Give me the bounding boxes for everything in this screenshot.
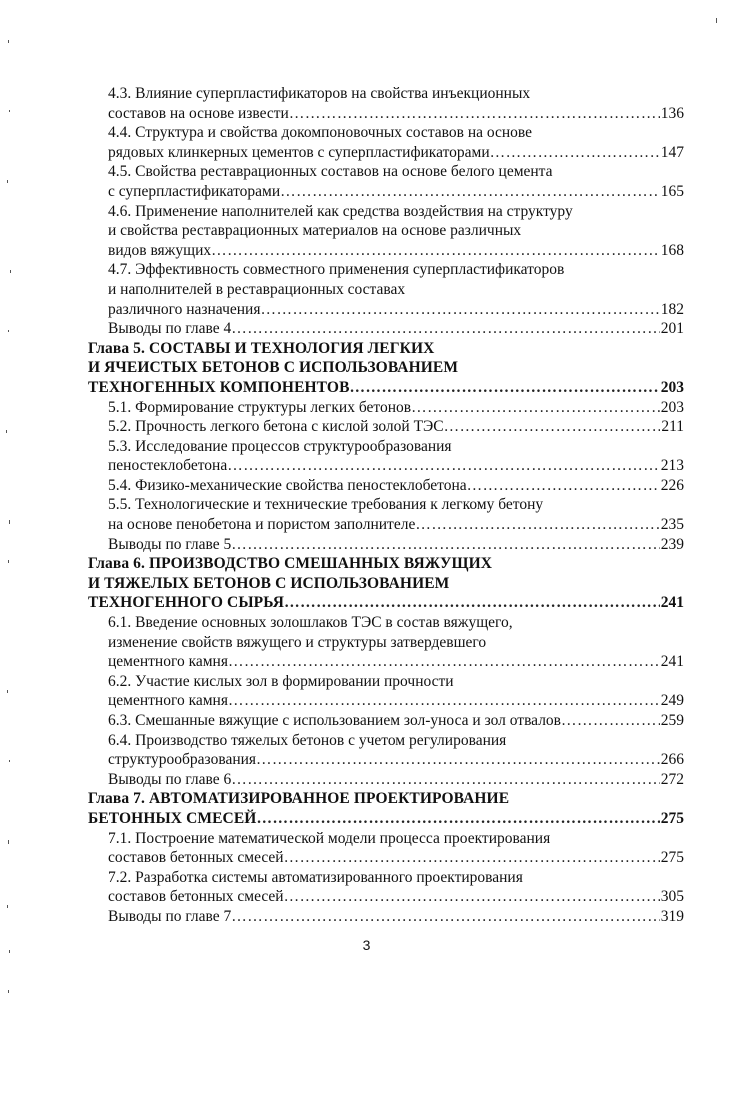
toc-page-number: 275 xyxy=(660,849,684,867)
toc-page-number: 305 xyxy=(660,888,684,906)
toc-page-number: 203 xyxy=(660,378,684,396)
dot-leader xyxy=(256,809,659,829)
toc-page-number: 266 xyxy=(660,751,684,769)
dot-leader xyxy=(284,887,660,907)
toc-entry xyxy=(88,613,684,672)
dot-leader xyxy=(227,456,660,476)
toc-page-number: 272 xyxy=(660,770,684,788)
toc-page-number: 239 xyxy=(660,535,684,553)
toc-entry xyxy=(88,711,684,731)
toc-line xyxy=(88,535,684,555)
dot-leader xyxy=(284,593,660,613)
toc-line xyxy=(88,789,684,809)
toc-page-number: 241 xyxy=(660,594,684,612)
toc-line xyxy=(88,495,684,515)
toc-line xyxy=(88,750,684,770)
toc-page-number: 182 xyxy=(660,300,684,318)
toc-line xyxy=(88,809,684,829)
toc-line-text: 4.3. Влияние суперпластификаторов на свойства инъекционных xyxy=(108,85,531,102)
dot-leader xyxy=(289,104,660,124)
toc-line-text: пеностеклобетона xyxy=(108,457,228,475)
toc-entry xyxy=(88,907,684,927)
toc-line xyxy=(88,319,684,339)
toc-line xyxy=(88,260,684,280)
toc-line-text: 5.1. Формирование структуры легких бетонов xyxy=(108,398,412,416)
toc-line-text: 7.1. Построение математической модели процесса проектирования xyxy=(108,829,551,847)
toc-line-text: цементного камня xyxy=(108,653,228,671)
toc-line-text: видов вяжущих xyxy=(108,241,212,259)
toc-entry xyxy=(88,535,684,555)
toc-page-number: 249 xyxy=(660,692,684,710)
toc-chapter xyxy=(88,789,684,828)
toc-entry xyxy=(88,476,684,496)
dot-leader xyxy=(260,300,659,320)
dot-leader xyxy=(415,515,659,535)
toc-entry xyxy=(88,437,684,476)
toc-line xyxy=(88,162,684,182)
toc-line-text: Глава 7. АВТОМАТИЗИРОВАННОЕ ПРОЕКТИРОВАНИЕ xyxy=(88,790,510,808)
toc-line-text: составов бетонных смесей xyxy=(108,849,284,867)
toc-page-number: 211 xyxy=(661,418,684,436)
dot-leader xyxy=(467,476,660,496)
toc-page-number: 241 xyxy=(660,653,684,671)
toc-line-text: Глава 5. СОСТАВЫ И ТЕХНОЛОГИЯ ЛЕГКИХ xyxy=(88,339,435,357)
toc-line-text: ТЕХНОГЕННОГО СЫРЬЯ xyxy=(88,594,285,612)
toc-line xyxy=(88,829,684,849)
toc-line xyxy=(88,515,684,535)
toc-line xyxy=(88,574,684,594)
toc-entry xyxy=(88,672,684,711)
toc-entry xyxy=(88,495,684,534)
toc-line-text: Выводы по главе 5 xyxy=(108,535,232,553)
toc-line-text: Выводы по главе 4 xyxy=(108,320,232,338)
toc-line xyxy=(88,398,684,418)
toc-line-text: Выводы по главе 6 xyxy=(108,770,232,788)
toc-line xyxy=(88,123,684,143)
toc-line-text: И ТЯЖЕЛЫХ БЕТОНОВ С ИСПОЛЬЗОВАНИЕМ xyxy=(88,574,450,592)
toc-line xyxy=(88,182,684,202)
toc-line xyxy=(88,143,684,163)
toc-line-text: Глава 6. ПРОИЗВОДСТВО СМЕШАННЫХ ВЯЖУЩИХ xyxy=(88,555,493,573)
toc-line xyxy=(88,691,684,711)
toc-line xyxy=(88,907,684,927)
toc-line xyxy=(88,887,684,907)
toc-entry xyxy=(88,162,684,201)
toc-line-text: 6.4. Производство тяжелых бетонов с учетом регулирования xyxy=(108,731,507,749)
toc-line xyxy=(88,358,684,378)
toc-line-text: 4.5. Свойства реставрационных составов на основе белого цемента xyxy=(108,163,553,181)
toc-page-number: 136 xyxy=(660,104,684,122)
toc-entry xyxy=(88,260,684,319)
toc-line xyxy=(88,554,684,574)
toc-line xyxy=(88,848,684,868)
dot-leader xyxy=(444,417,661,437)
toc-line xyxy=(88,339,684,359)
toc-line-text: цементного камня xyxy=(108,692,228,710)
toc-line xyxy=(88,300,684,320)
toc-page-number: 319 xyxy=(660,907,684,925)
toc-entry xyxy=(88,202,684,261)
toc-line-text: изменение свойств вяжущего и структуры затвердевшего xyxy=(108,633,487,651)
toc-line xyxy=(88,417,684,437)
toc-line-text: Выводы по главе 7 xyxy=(108,907,232,925)
toc-line-text: 4.4. Структура и свойства докомпоновочных составов на основе xyxy=(108,124,533,142)
toc-entry xyxy=(88,731,684,770)
dot-leader xyxy=(280,182,660,202)
toc-entry xyxy=(88,84,684,123)
toc-line-text: 6.1. Введение основных золошлаков ТЭС в состав вяжущего, xyxy=(108,614,513,632)
dot-leader xyxy=(231,319,659,339)
toc-line-text: 5.5. Технологические и технические требования к легкому бетону xyxy=(108,496,544,514)
toc-line-text: 5.4. Физико-механические свойства пеностеклобетона xyxy=(108,476,467,494)
toc-chapter xyxy=(88,339,684,398)
toc-entry xyxy=(88,398,684,418)
table-of-contents xyxy=(88,84,684,927)
toc-line-text: 6.2. Участие кислых зол в формировании прочности xyxy=(108,672,454,690)
toc-page-number: 168 xyxy=(660,241,684,259)
toc-line-text: 5.2. Прочность легкого бетона с кислой золой ТЭС xyxy=(108,418,444,436)
toc-line xyxy=(88,868,684,888)
toc-line-text: 7.2. Разработка системы автоматизированного проектирования xyxy=(108,868,523,886)
toc-page-number: 235 xyxy=(660,516,684,534)
dot-leader xyxy=(256,750,660,770)
toc-line xyxy=(88,280,684,300)
dot-leader xyxy=(350,378,660,398)
dot-leader xyxy=(561,711,660,731)
dot-leader xyxy=(284,848,660,868)
toc-page-number: 165 xyxy=(660,182,684,200)
toc-line-text: И ЯЧЕИСТЫХ БЕТОНОВ С ИСПОЛЬЗОВАНИЕМ xyxy=(88,359,459,377)
toc-entry xyxy=(88,417,684,437)
toc-line xyxy=(88,476,684,496)
dot-leader xyxy=(211,241,660,261)
toc-page-number: 147 xyxy=(660,143,684,161)
toc-page-number: 203 xyxy=(660,398,684,416)
toc-line-text: 6.3. Смешанные вяжущие с использованием зол-уноса и зол отвалов xyxy=(108,712,562,729)
toc-line xyxy=(88,770,684,790)
toc-line xyxy=(88,652,684,672)
toc-line-text: ТЕХНОГЕННЫХ КОМПОНЕНТОВ xyxy=(88,378,350,396)
toc-line xyxy=(88,711,684,731)
dot-leader xyxy=(231,535,659,555)
toc-line-text: 5.3. Исследование процессов структурообразования xyxy=(108,437,452,455)
toc-line-text: на основе пенобетона и пористом заполнителе xyxy=(108,516,416,534)
toc-line xyxy=(88,613,684,633)
toc-line-text: составов на основе извести xyxy=(108,104,289,122)
toc-line-text: рядовых клинкерных цементов с суперпластификаторами xyxy=(108,143,490,161)
toc-page-number: 213 xyxy=(660,457,684,475)
toc-entry xyxy=(88,829,684,868)
page-number: 3 xyxy=(362,937,371,953)
toc-line xyxy=(88,633,684,653)
toc-page-number: 259 xyxy=(660,712,684,729)
toc-line xyxy=(88,437,684,457)
toc-entry xyxy=(88,319,684,339)
toc-entry xyxy=(88,770,684,790)
toc-line xyxy=(88,221,684,241)
toc-line-text: БЕТОННЫХ СМЕСЕЙ xyxy=(88,809,257,827)
toc-line xyxy=(88,672,684,692)
toc-line xyxy=(88,202,684,222)
toc-line xyxy=(88,456,684,476)
dot-leader xyxy=(231,907,659,927)
toc-line xyxy=(88,104,684,124)
toc-line-text: составов бетонных смесей xyxy=(108,888,284,906)
dot-leader xyxy=(228,691,660,711)
dot-leader xyxy=(228,652,660,672)
toc-page-number: 226 xyxy=(660,476,684,494)
dot-leader xyxy=(231,770,659,790)
toc-line xyxy=(88,731,684,751)
toc-line xyxy=(88,241,684,261)
toc-line xyxy=(88,84,684,104)
toc-chapter xyxy=(88,554,684,613)
toc-line xyxy=(88,378,684,398)
toc-line-text: структурообразования xyxy=(108,751,257,769)
toc-page-number: 275 xyxy=(660,809,684,827)
toc-line-text: 4.7. Эффективность совместного применения суперпластификаторов xyxy=(108,261,565,279)
toc-line-text: различного назначения xyxy=(108,300,261,318)
toc-line-text: и свойства реставрационных материалов на основе различных xyxy=(108,222,522,240)
toc-line-text: 4.6. Применение наполнителей как средства воздействия на структуру xyxy=(108,202,573,220)
toc-entry xyxy=(88,868,684,907)
dot-leader xyxy=(411,398,660,418)
toc-line xyxy=(88,593,684,613)
toc-line-text: и наполнителей в реставрационных составах xyxy=(108,280,406,298)
toc-page-number: 201 xyxy=(660,320,684,338)
dot-leader xyxy=(490,143,660,163)
toc-entry xyxy=(88,123,684,162)
toc-line-text: с суперпластификаторами xyxy=(108,182,281,200)
